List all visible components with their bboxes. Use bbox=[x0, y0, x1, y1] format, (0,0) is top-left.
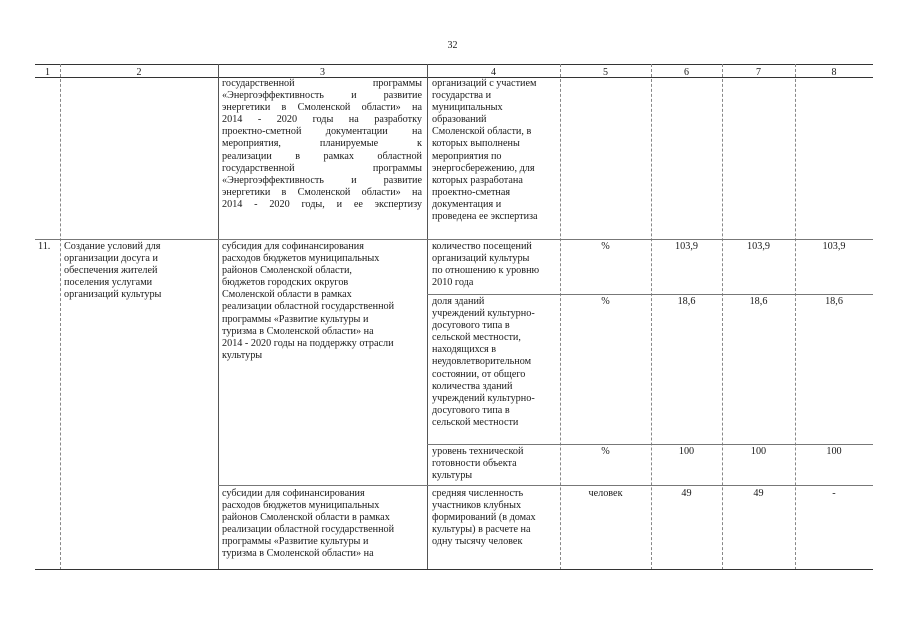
indicator-buildings-share: доля зданий учреждений культурно- досугового типа в сельской местности, находящихся в неудовлетворительном состоянии, от общего количества зданий учреждений культурно- досугового типа в сельской местности bbox=[432, 296, 535, 428]
page-number: 32 bbox=[447, 40, 458, 51]
item-number: 11. bbox=[38, 241, 51, 252]
indicator-unit: % bbox=[601, 241, 610, 252]
indicator-value-col6: 18,6 bbox=[677, 296, 696, 307]
item-subsidy-text: субсидия для софинансирования расходов бюджетов муниципальных районов Смоленской области, бюджетов городских округов Смоленской области в рамках реализации областной государственной программы «Развитие культуры и туризма в Смоленской области» на 2014 - 2020 годы на поддержку отрасли культуры bbox=[222, 241, 395, 361]
indicator-value-col7: 49 bbox=[753, 488, 764, 499]
column-header-3: 3 bbox=[320, 67, 325, 78]
indicator-value-col8: 103,9 bbox=[822, 241, 846, 252]
item-name: Создание условий для организации досуга и обеспечения жителей поселения услугами организаций культуры bbox=[64, 241, 162, 301]
indicator-value-col6: 49 bbox=[681, 488, 692, 499]
indicator-unit: % bbox=[601, 446, 610, 457]
column-header-6: 6 bbox=[684, 67, 689, 78]
column-divider bbox=[218, 64, 219, 570]
indicator-value-col7: 103,9 bbox=[747, 241, 770, 252]
column-header-5: 5 bbox=[603, 67, 608, 78]
indicator-readiness: уровень технической готовности объекта культуры bbox=[432, 446, 524, 482]
column-divider bbox=[60, 64, 61, 570]
indicator-value-col8: - bbox=[832, 488, 836, 499]
row-divider bbox=[218, 485, 873, 486]
last-subsidy-text: субсидии для софинансирования расходов бюджетов муниципальных районов Смоленской области в рамках реализации областной государственной программы «Развитие культуры и туризма в Смоленской области» на bbox=[222, 488, 395, 560]
indicator-value-col8: 100 bbox=[826, 446, 842, 457]
column-header-7: 7 bbox=[756, 67, 761, 78]
column-header-4: 4 bbox=[491, 67, 496, 78]
row-divider bbox=[35, 239, 873, 240]
indicator-value-col6: 103,9 bbox=[675, 241, 698, 252]
indicator-unit: человек bbox=[588, 488, 623, 499]
column-header-2: 2 bbox=[136, 67, 142, 78]
indicator-club-members: средняя численность участников клубных формирований (в домах культуры) в расчете на одну тысячу человек bbox=[432, 488, 536, 548]
indicator-value-col8: 18,6 bbox=[825, 296, 843, 307]
cell-continuation-col3: государственной программы «Энергоэффективность и развитие энергетики в Смоленской области» на 2014 - 2020 годы на разработку проектно-сметной документации на мероприятия, планируемые к реализации в рамках областной государственной программы «Энергоэффективность и развитие энергетики в Смоленской области» на 2014 - 2020 годы, и ее экспертизу bbox=[222, 78, 422, 210]
indicator-value-col7: 100 bbox=[750, 446, 767, 457]
row-divider bbox=[427, 294, 873, 295]
table-bottom-border bbox=[35, 569, 873, 570]
indicator-unit: % bbox=[601, 296, 610, 307]
table-top-border bbox=[35, 64, 873, 65]
column-header-1: 1 bbox=[45, 67, 50, 78]
column-header-8: 8 bbox=[831, 67, 837, 78]
row-divider bbox=[427, 444, 873, 445]
indicator-value-col7: 18,6 bbox=[749, 296, 768, 307]
cell-continuation-col4: организаций с участием государства и муниципальных образований Смоленской области, в которых выполнены мероприятия по энергосбережению, для которых разработана проектно-сметная документация и проведена ее экспертиза bbox=[432, 78, 538, 223]
indicator-visits: количество посещений организаций культуры по отношению к уровню 2010 года bbox=[432, 241, 540, 289]
indicator-value-col6: 100 bbox=[678, 446, 695, 457]
column-divider bbox=[427, 64, 428, 570]
